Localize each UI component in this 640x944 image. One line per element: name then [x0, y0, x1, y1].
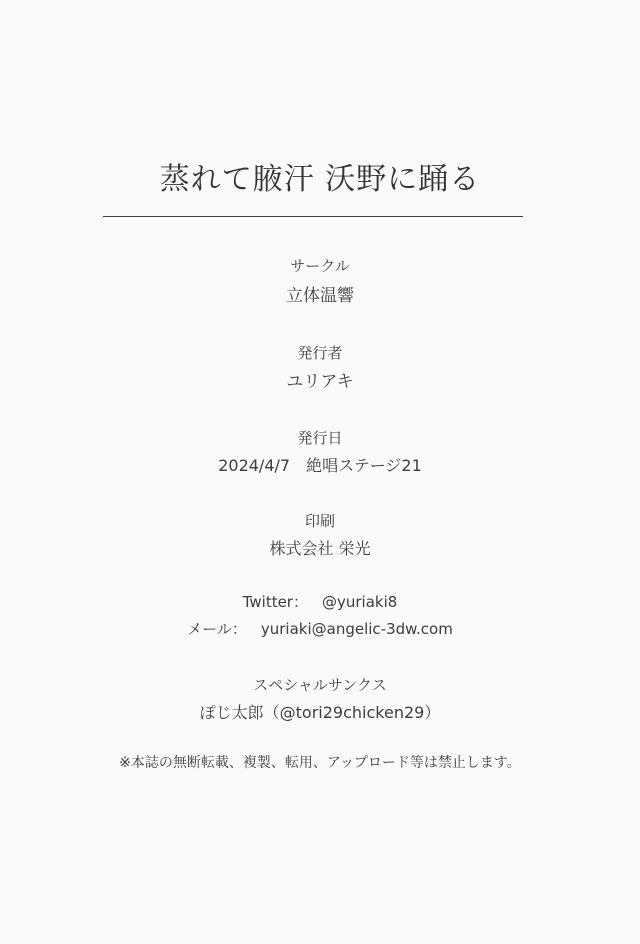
twitter-label: Twitter：: [242, 593, 308, 611]
mail-address: yuriaki@angelic-3dw.com: [260, 620, 453, 638]
mail-label: メール：: [187, 620, 247, 638]
publisher-value: ユリアキ: [286, 372, 354, 392]
mail-row: [0, 619, 640, 639]
printer-value: 株式会社 栄光: [269, 539, 371, 558]
publisher-label: 発行者: [297, 344, 343, 362]
circle-label: サークル: [290, 257, 350, 275]
thanks-value: ぽじ太郎（@tori29chicken29）: [199, 703, 441, 722]
thanks-label: スペシャルサンクス: [253, 676, 387, 694]
circle-value: 立体温響: [286, 286, 354, 306]
printer-label: 印刷: [304, 512, 335, 530]
title-divider: [103, 216, 523, 217]
twitter-handle: @yuriaki8: [321, 593, 398, 611]
date-value: 2024/4/7 絶唱ステージ21: [218, 456, 422, 475]
book-title: 蒸れて腋汗 沃野に踊る: [159, 162, 481, 197]
date-label: 発行日: [297, 429, 343, 447]
copyright-notice: ※本誌の無断転載、複製、転用、アップロード等は禁止します。: [119, 755, 521, 771]
twitter-row: [0, 592, 640, 612]
